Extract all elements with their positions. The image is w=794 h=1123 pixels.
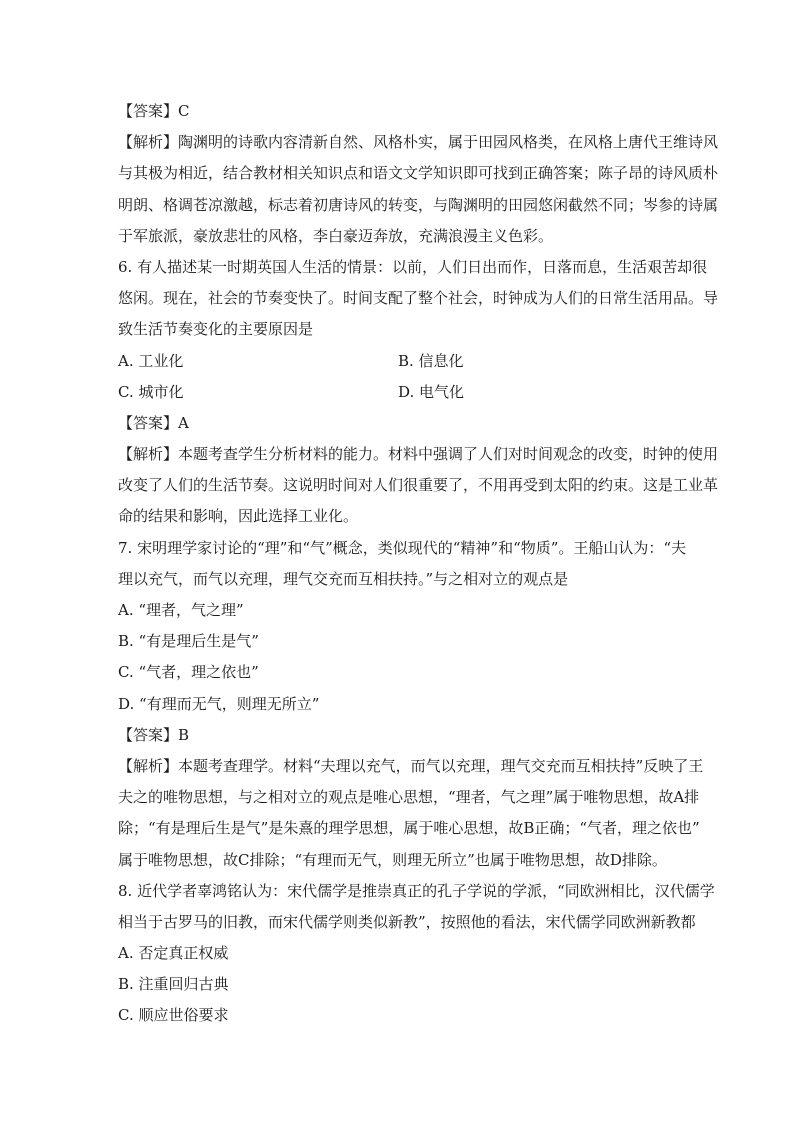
analysis-line: 改变了人们的生活节奏。这说明时间对人们很重要了，不用再受到太阳的约束。这是工业革 — [118, 476, 719, 495]
analysis-line: 属于唯物思想，故C排除；“有理而无气，则理无所立”也属于唯物思想，故D排除。 — [118, 850, 667, 869]
analysis-line: 于军旅派，豪放悲壮的风格，李白豪迈奔放，充满浪漫主义色彩。 — [118, 226, 554, 245]
question-8 — [118, 876, 715, 1032]
q5-analysis — [118, 127, 719, 252]
question-7 — [118, 533, 704, 876]
analysis-line: 命的结果和影响，因此选择工业化。 — [118, 507, 359, 526]
analysis-line: 【解析】本题考查理学。材料“夫理以充气，而气以充理，理气交充而互相扶持”反映了王 — [118, 756, 704, 775]
q5-answer: 【答案】C — [118, 102, 190, 120]
analysis-line: 【解析】本题考查学生分析材料的能力。材料中强调了人们对时间观念的改变，时钟的使用 — [118, 445, 719, 464]
q8-option-b: B. 注重回归古典 — [118, 975, 229, 994]
q7-stem-line: 理以充气，而气以充理，理气交充而互相扶持。”与之相对立的观点是 — [118, 569, 569, 588]
q6-stem-line: 悠闲。现在，社会的节奏变快了。时间支配了整个社会，时钟成为人们的日常生活用品。导 — [118, 289, 719, 308]
q7-answer: 【答案】B — [118, 725, 190, 744]
q8-option-a: A. 否定真正权威 — [118, 944, 229, 963]
question-6 — [118, 252, 719, 533]
analysis-line: 【解析】陶渊明的诗歌内容清新自然、风格朴实，属于田园风格类，在风格上唐代王维诗风 — [118, 133, 719, 152]
q6-stem-line: 致生活节奏变化的主要原因是 — [118, 320, 314, 339]
q7-option-c: C. “气者，理之依也” — [118, 663, 259, 682]
q6-option-b: B. 信息化 — [398, 351, 464, 370]
q6-answer: 【答案】A — [118, 413, 189, 432]
analysis-line: 明朗、格调苍凉激越，标志着初唐诗风的转变，与陶渊明的田园悠闲截然不同；岑参的诗属 — [118, 195, 719, 214]
q8-option-c: C. 顺应世俗要求 — [118, 1006, 229, 1025]
q6-stem-line: 6. 有人描述某一时期英国人生活的情景：以前，人们日出而作，日落而息，生活艰苦却很 — [118, 257, 708, 276]
analysis-line: 除；“有是理后生是气”是朱熹的理学思想，属于唯心思想，故B正确；“气者，理之依也” — [118, 819, 700, 838]
q6-option-c: C. 城市化 — [118, 382, 184, 401]
q6-options-row — [118, 377, 678, 408]
q6-option-d: D. 电气化 — [398, 382, 465, 401]
q7-option-d: D. “有理而无气，则理无所立” — [118, 694, 320, 713]
q6-option-a: A. 工业化 — [118, 351, 184, 370]
q7-option-b: B. “有是理后生是气” — [118, 632, 259, 651]
q8-stem-line: 8. 近代学者辜鸿铭认为：宋代儒学是推崇真正的孔子学说的学派，“同欧洲相比，汉代儒学 — [118, 881, 715, 900]
analysis-line: 夫之的唯物思想，与之相对立的观点是唯心思想，“理者，气之理”属于唯物思想，故A排 — [118, 788, 700, 807]
q6-options-row — [118, 346, 678, 377]
q7-option-a: A. “理者，气之理” — [118, 601, 244, 619]
analysis-line: 与其极为相近，结合教材相关知识点和语文文学知识即可找到正确答案；陈子昂的诗风质朴 — [118, 164, 719, 183]
q8-stem-line: 相当于古罗马的旧教，而宋代儒学则类似新教”，按照他的看法，宋代儒学同欧洲新教都 — [118, 912, 696, 931]
document-page — [118, 96, 719, 1032]
q7-stem-line: 7. 宋明理学家讨论的“理”和“气”概念，类似现代的“精神”和“物质”。王船山认为：“夫 — [118, 538, 687, 557]
